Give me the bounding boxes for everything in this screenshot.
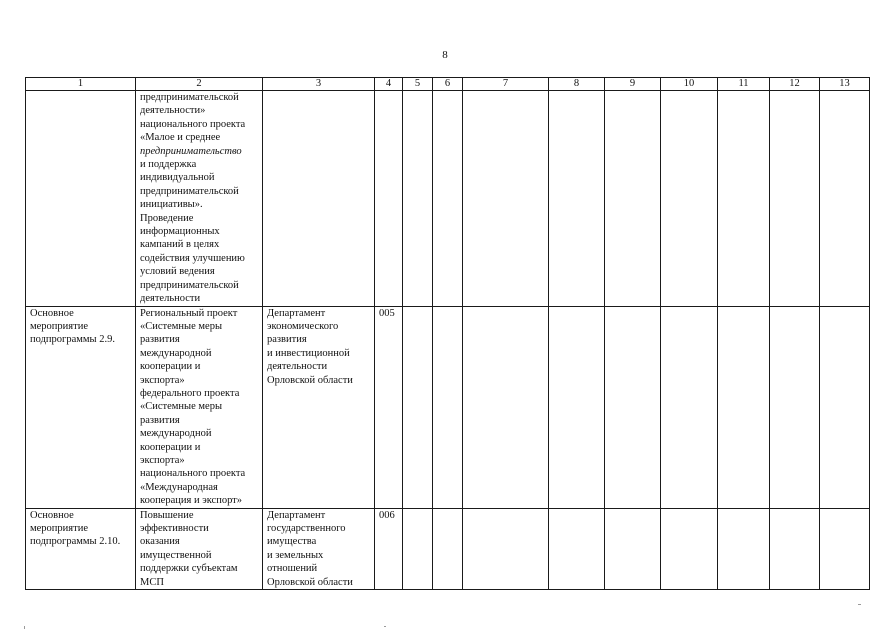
cell-text-line: оказания — [140, 536, 180, 548]
cell-text-line: имущественной — [140, 549, 212, 561]
column-header: 9 — [605, 78, 661, 91]
empty-cell — [433, 91, 463, 307]
empty-cell — [549, 508, 605, 589]
scan-speck — [858, 604, 861, 605]
description-cell — [136, 306, 263, 508]
cell-text-line: Основное — [30, 509, 74, 521]
empty-cell — [463, 306, 549, 508]
cell-text-line: «Системные меры — [140, 401, 222, 413]
empty-cell — [661, 508, 718, 589]
event-cell — [26, 91, 136, 307]
empty-cell — [661, 306, 718, 508]
cell-text-line: предпринимательство — [140, 145, 242, 157]
column-number-row — [26, 78, 870, 91]
cell-text-line: подпрограммы 2.9. — [30, 334, 115, 346]
column-header: 11 — [718, 78, 770, 91]
description-cell — [136, 91, 263, 307]
cell-text-line: кампаний в целях — [140, 239, 220, 251]
cell-text-line: мероприятие — [30, 320, 88, 332]
cell-text-line: экспорта» — [140, 454, 185, 466]
cell-text-line: предпринимательской — [140, 279, 239, 291]
empty-cell — [718, 91, 770, 307]
column-header: 5 — [403, 78, 433, 91]
cell-text-line: международной — [140, 347, 212, 359]
cell-text-line: экономического — [267, 320, 339, 332]
cell-text-line: и земельных — [267, 549, 324, 561]
empty-cell — [605, 508, 661, 589]
executor-cell — [263, 306, 375, 508]
executor-cell — [263, 91, 375, 307]
cell-text-line: информационных — [140, 226, 220, 238]
empty-cell — [403, 508, 433, 589]
empty-cell — [549, 306, 605, 508]
column-header: 3 — [263, 78, 375, 91]
cell-text-line: экспорта» — [140, 374, 185, 386]
cell-text-line: деятельности — [140, 293, 201, 305]
empty-cell — [403, 91, 433, 307]
cell-text-line: поддержки субъектам — [140, 563, 238, 575]
cell-text-line: индивидуальной — [140, 172, 215, 184]
cell-text-line: МСП — [140, 576, 164, 588]
cell-text-line: национального проекта — [140, 118, 246, 130]
cell-text-line: предпринимательской — [140, 92, 239, 103]
cell-text-line: условий ведения — [140, 266, 215, 278]
cell-text-line: отношений — [267, 563, 318, 575]
cell-text-line: Повышение — [140, 509, 194, 521]
empty-cell — [605, 91, 661, 307]
column-header: 13 — [820, 78, 870, 91]
scan-speck — [384, 626, 386, 627]
empty-cell — [463, 508, 549, 589]
empty-cell — [718, 306, 770, 508]
cell-text-line: предпринимательской — [140, 185, 239, 197]
empty-cell — [770, 91, 820, 307]
table-body — [26, 91, 870, 590]
column-header: 4 — [375, 78, 403, 91]
cell-text-line: Проведение — [140, 212, 194, 224]
cell-text-line: государственного — [267, 523, 346, 534]
column-header: 1 — [26, 78, 136, 91]
cell-text-line: деятельности» — [140, 105, 206, 117]
cell-text-line: международной — [140, 428, 212, 440]
cell-text-line: эффективности — [140, 523, 209, 534]
executor-cell — [263, 508, 375, 589]
empty-cell — [433, 306, 463, 508]
table-row — [26, 306, 870, 508]
cell-text-line: кооперация и экспорт» — [140, 495, 243, 507]
column-header: 2 — [136, 78, 263, 91]
cell-text-line: Основное — [30, 307, 74, 319]
description-cell — [136, 508, 263, 589]
cell-text-line: «Международная — [140, 481, 218, 493]
empty-cell — [433, 508, 463, 589]
cell-text-line: Орловской области — [267, 576, 353, 588]
event-cell — [26, 306, 136, 508]
code-cell — [375, 91, 403, 307]
cell-text-line: Орловской области — [267, 374, 353, 386]
cell-text-line: Департамент — [267, 307, 326, 319]
table-row — [26, 91, 870, 307]
cell-text-line: развития — [267, 334, 307, 346]
cell-text-line: деятельности — [267, 361, 328, 373]
budget-table — [25, 77, 870, 590]
cell-text-line: подпрограммы 2.10. — [30, 536, 121, 548]
column-header: 8 — [549, 78, 605, 91]
cell-text-line: национального проекта — [140, 468, 246, 480]
empty-cell — [820, 508, 870, 589]
cell-text-line: Региональный проект — [140, 307, 238, 319]
empty-cell — [718, 508, 770, 589]
column-header: 10 — [661, 78, 718, 91]
empty-cell — [820, 91, 870, 307]
empty-cell — [770, 306, 820, 508]
empty-cell — [661, 91, 718, 307]
empty-cell — [549, 91, 605, 307]
code-cell: 005 — [375, 306, 403, 508]
column-header: 6 — [433, 78, 463, 91]
page-number: 8 — [442, 49, 448, 61]
cell-text-line: и поддержка — [140, 159, 197, 171]
column-header: 7 — [463, 78, 549, 91]
empty-cell — [463, 91, 549, 307]
cell-text-line: мероприятие — [30, 523, 88, 534]
cell-text-line: инициативы». — [140, 199, 203, 211]
cell-text-line: «Системные меры — [140, 320, 222, 332]
empty-cell — [403, 306, 433, 508]
cell-text-line: «Малое и среднее — [140, 132, 221, 144]
column-header: 12 — [770, 78, 820, 91]
cell-text-line: и инвестиционной — [267, 347, 350, 359]
cell-text-line: федерального проекта — [140, 387, 240, 399]
cell-text-line: имущества — [267, 536, 317, 548]
cell-text-line: кооперации и — [140, 361, 201, 373]
empty-cell — [820, 306, 870, 508]
cell-text-line: содействия улучшению — [140, 252, 245, 264]
table-row — [26, 508, 870, 589]
scan-speck — [24, 626, 25, 629]
empty-cell — [770, 508, 820, 589]
event-cell — [26, 508, 136, 589]
cell-text-line: Департамент — [267, 509, 326, 521]
code-cell: 006 — [375, 508, 403, 589]
cell-text-line: кооперации и — [140, 441, 201, 453]
empty-cell — [605, 306, 661, 508]
cell-text-line: развития — [140, 334, 180, 346]
cell-text-line: развития — [140, 414, 180, 426]
